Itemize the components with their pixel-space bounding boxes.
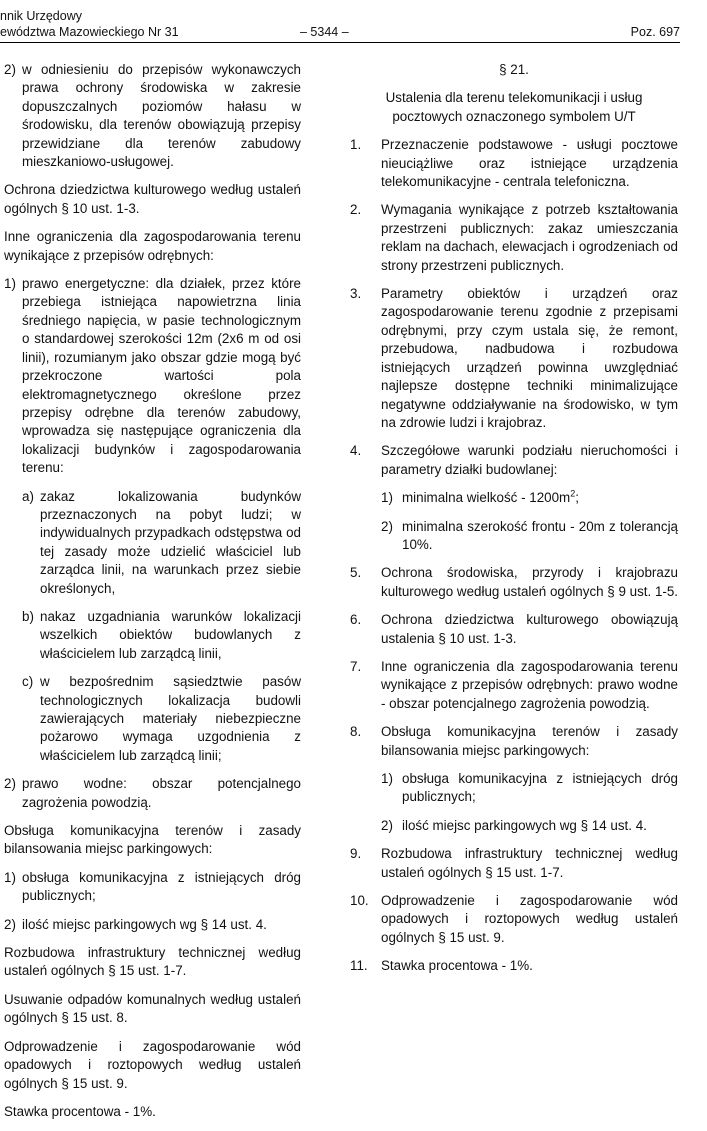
item-text: zakaz lokalizowania budynków przeznaczonych na pobyt ludzi; w indywidualnych przypadkach odstępstwa od tej zasady może udzielić właściciel lub zarządca linii, na warunkach przez siebie określonych,	[40, 488, 301, 596]
item-text: w odniesieniu do przepisów wykonawczych prawa ochrony środowiska w zakresie dopuszczalnych poziomów hałasu w środowisku, dla terenów obowiązują przepisy przewidziane dla terenów zabudowy mieszkaniowo-usługowej.	[22, 62, 301, 170]
item-letter: a)	[22, 488, 34, 504]
item-text: prawo wodne: obszar potencjalnego zagrożenia powodzią.	[22, 776, 301, 810]
item-number: 2)	[4, 916, 16, 932]
item-number: 1)	[4, 276, 16, 292]
paragraph: Obsługa komunikacyjna terenów i zasady bilansowania miejsc parkingowych:	[4, 823, 301, 857]
item-text: Inne ograniczenia dla zagospodarowania terenu wynikające z przepisów odrębnych: prawo wodne - obszar potencjalnego zagrożenia powodzią.	[381, 658, 678, 711]
list-item	[4, 61, 301, 171]
item-text: ilość miejsc parkingowych wg § 14 ust. 4.	[22, 916, 267, 932]
item-number: 2.	[350, 202, 362, 218]
right-column	[350, 61, 678, 986]
item-text: Szczegółowe warunki podziału nieruchomości i parametry działki budowlanej:	[381, 443, 678, 477]
item-number: 4.	[350, 443, 362, 459]
list-item	[350, 564, 678, 601]
list-item	[4, 275, 301, 477]
position-number: Poz. 697	[630, 25, 680, 39]
list-item	[350, 892, 678, 947]
item-number: 2)	[381, 518, 393, 534]
item-text: Odprowadzenie i zagospodarowanie wód opadowych i roztopowych według ustaleń ogólnych § 15 ust. 9.	[381, 893, 678, 945]
item-number: 1)	[381, 490, 393, 506]
list-item	[381, 518, 678, 555]
left-column	[4, 61, 301, 1131]
list-item	[350, 658, 678, 713]
item-number: 10.	[350, 893, 369, 909]
item-text: Rozbudowa infrastruktury technicznej według ustaleń ogólnych § 15 ust. 1-7.	[381, 846, 678, 880]
item-number: 2)	[4, 776, 16, 792]
list-item	[22, 608, 301, 663]
item-text: w bezpośrednim sąsiedztwie pasów technologicznych lokalizacja budowli zawierających materiały niebezpieczne pożarowo wymaga uzgodnienia z właścicielem lub zarządcą linii;	[40, 674, 301, 763]
paragraph: Usuwanie odpadów komunalnych według ustaleń ogólnych § 15 ust. 8.	[4, 991, 301, 1026]
list-item	[350, 845, 678, 882]
sublist	[381, 489, 678, 554]
item-number: 8.	[350, 724, 362, 740]
item-number: 2)	[4, 62, 16, 77]
item-number: 5.	[350, 565, 362, 581]
item-text: Parametry obiektów i urządzeń oraz zagospodarowanie terenu zgodnie z przepisami odrębnymi, przy czym ustala się, że remont, przebudowa, nadbudowa i rozbudowa istniejących urządzeń powinna uwzględniać najlepsze dostępne techniki minimalizujące negatywne oddziaływanie na środowisko, w tym na zdrowie ludzi i krajobraz.	[381, 286, 678, 430]
page-number: – 5344 –	[300, 25, 349, 39]
item-number: 1)	[4, 869, 16, 885]
sublist	[381, 770, 678, 835]
journal-title-line1: nnik Urzędowy	[0, 9, 82, 23]
item-text: minimalna wielkość - $1200m^2$;	[402, 488, 579, 506]
item-text: Przeznaczenie podstawowe - usługi pocztowe nieuciążliwe oraz istniejące urządzenia telekomunikacyjne - centrala telefoniczna.	[381, 137, 678, 190]
paragraph: Rozbudowa infrastruktury technicznej według ustaleń ogólnych § 15 ust. 1-7.	[4, 945, 301, 979]
list-item	[350, 442, 678, 479]
item-text: ilość miejsc parkingowych wg § 14 ust. 4.	[402, 817, 647, 833]
item-text: minimalna szerokość frontu - 20m z tolerancją 10%.	[402, 518, 678, 552]
list-item	[350, 201, 678, 275]
list-item	[22, 673, 301, 765]
list-item	[381, 817, 678, 835]
item-text: obsługa komunikacyjna z istniejących dróg publicznych;	[22, 869, 301, 904]
item-number: 1.	[350, 137, 362, 153]
paragraph: Ochrona dziedzictwa kulturowego według ustaleń ogólnych § 10 ust. 1-3.	[4, 182, 301, 216]
section-title: Ustalenia dla terenu telekomunikacji i usług pocztowych oznaczonego symbolem U/T	[385, 90, 643, 124]
item-number: 3.	[350, 286, 362, 302]
item-number: 9.	[350, 846, 362, 862]
item-text: Wymagania wynikające z potrzeb kształtowania przestrzeni publicznych: zakaz umieszczania reklam na dachach, elewacjach i ogrodzeniach od strony przestrzeni publicznych.	[381, 202, 678, 273]
sublist	[22, 488, 301, 766]
item-text: obsługa komunikacyjna z istniejących dróg publicznych;	[402, 771, 678, 805]
item-number: 2)	[381, 817, 393, 833]
paragraph: Inne ograniczenia dla zagospodarowania terenu wynikające z przepisów odrębnych:	[4, 229, 301, 263]
item-text: Stawka procentowa - 1%.	[381, 958, 533, 974]
list-item	[350, 285, 678, 432]
list-item	[4, 869, 301, 906]
item-text: Ochrona dziedzictwa kulturowego obowiązują ustalenia § 10 ust. 1-3.	[381, 612, 678, 646]
item-number: 11.	[350, 958, 368, 974]
item-text: prawo energetyczne: dla działek, przez które przebiega istniejąca napowietrzna linia średniego napięcia, w pasie technologicznym o standardowej szerokości 12m (2x6 m od osi linii), rozumianym jako obszar gdzie mogą być przekroczone wartości pola elektromagnetycznego określone przez przepisy odrębne dla terenów zabudowy, wprowadza się następujące ograniczenia dla lokalizacji budynków i zagospodarowania terenu:	[22, 276, 301, 476]
list-item	[4, 775, 301, 812]
list-item	[381, 489, 678, 507]
header-rule	[0, 42, 680, 43]
item-number: 6.	[350, 612, 362, 628]
item-text: Obsługa komunikacyjna terenów i zasady bilansowania miejsc parkingowych:	[381, 724, 678, 758]
item-text: Ochrona środowiska, przyrody i krajobrazu kulturowego według ustaleń ogólnych § 9 ust. 1-5.	[381, 565, 679, 599]
item-letter: c)	[22, 674, 34, 690]
list-item	[350, 957, 678, 975]
item-number: 1)	[381, 771, 393, 786]
list-item	[350, 611, 678, 648]
list-item	[4, 916, 301, 934]
list-item	[381, 770, 678, 807]
superscript: 2	[570, 488, 576, 499]
item-number: 7.	[350, 658, 362, 674]
paragraph: Odprowadzenie i zagospodarowanie wód opadowych i roztopowych według ustaleń ogólnych § 15 ust. 9.	[4, 1038, 301, 1091]
section-heading: § 21.	[499, 62, 529, 77]
journal-title-line2: ewództwa Mazowieckiego Nr 31	[0, 25, 179, 39]
list-item	[350, 723, 678, 760]
list-item	[350, 136, 678, 191]
item-letter: b)	[22, 608, 34, 624]
item-text: nakaz uzgadniania warunków lokalizacji wszelkich obiektów budowlanych z właścicielem lub zarządcą linii,	[40, 608, 301, 661]
list-item	[22, 488, 301, 598]
paragraph: Stawka procentowa - 1%.	[4, 1103, 156, 1119]
